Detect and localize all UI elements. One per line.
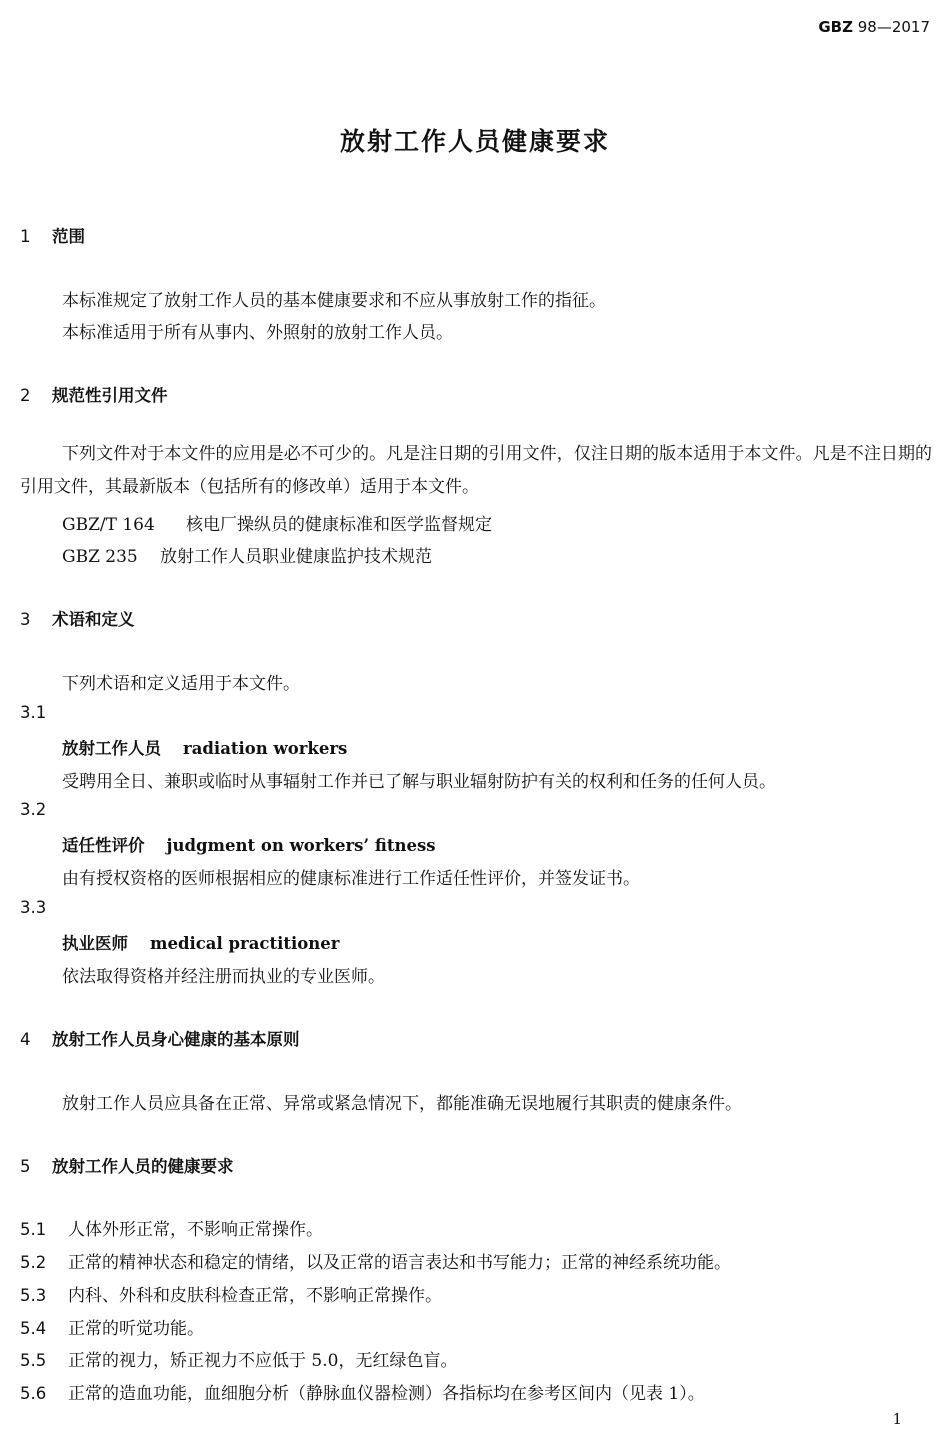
section-number: 3	[20, 610, 31, 629]
standard-number	[818, 18, 930, 36]
section-3-heading	[20, 606, 135, 630]
term-name	[62, 735, 347, 759]
requirement-item	[20, 1248, 731, 1273]
requirement-text: 人体外形正常，不影响正常操作。	[68, 1220, 323, 1240]
requirement-item	[20, 1281, 442, 1306]
reference-code: GBZ 235	[62, 547, 138, 567]
term-zh: 执业医师	[62, 934, 128, 953]
term-zh: 放射工作人员	[62, 739, 161, 758]
section-title: 范围	[52, 227, 85, 246]
term-en: judgment on workers’ fitness	[166, 836, 436, 855]
reference-title: 放射工作人员职业健康监护技术规范	[160, 547, 432, 567]
section-4-paragraph: 放射工作人员应具备在正常、异常或紧急情况下，都能准确无误地履行其职责的健康条件。	[62, 1094, 742, 1114]
section-3-paragraph: 下列术语和定义适用于本文件。	[62, 674, 300, 694]
reference-code: GBZ/T 164	[62, 515, 155, 535]
section-5-heading	[20, 1153, 234, 1177]
section-number: 1	[20, 227, 31, 246]
requirement-item	[20, 1346, 457, 1371]
requirement-text: 正常的视力，矫正视力不应低于 5.0，无红绿色盲。	[68, 1351, 458, 1371]
term-number: 3.2	[20, 800, 47, 819]
section-1-paragraph-1: 本标准规定了放射工作人员的基本健康要求和不应从事放射工作的指征。	[62, 291, 606, 311]
term-definition: 受聘用全日、兼职或临时从事辐射工作并已了解与职业辐射防护有关的权利和任务的任何人员。	[62, 772, 776, 792]
term-number: 3.3	[20, 898, 47, 917]
term-en: medical practitioner	[150, 934, 340, 953]
requirement-text: 正常的精神状态和稳定的情绪，以及正常的语言表达和书写能力；正常的神经系统功能。	[68, 1253, 731, 1273]
section-1-paragraph-2: 本标准适用于所有从事内、外照射的放射工作人员。	[62, 323, 453, 343]
requirement-number: 5.2	[20, 1253, 47, 1272]
section-number: 5	[20, 1157, 31, 1176]
requirement-number: 5.4	[20, 1319, 47, 1338]
section-number: 2	[20, 386, 31, 405]
requirement-text: 正常的造血功能，血细胞分析（静脉血仪器检测）各指标均在参考区间内（见表 1）。	[68, 1384, 705, 1404]
term-en: radiation workers	[183, 739, 348, 758]
term-name	[62, 930, 339, 954]
requirement-number: 5.1	[20, 1220, 47, 1239]
section-2-paragraph: 下列文件对于本文件的应用是必不可少的。凡是注日期的引用文件，仅注日期的版本适用于本文件。凡是不注日期的引用文件，其最新版本（包括所有的修改单）适用于本文件。	[20, 444, 932, 497]
term-definition: 依法取得资格并经注册而执业的专业医师。	[62, 967, 385, 987]
section-title: 规范性引用文件	[52, 386, 168, 405]
section-title: 放射工作人员身心健康的基本原则	[52, 1030, 300, 1049]
requirement-number: 5.6	[20, 1384, 47, 1403]
document-title: 放射工作人员健康要求	[339, 127, 610, 156]
normative-reference	[62, 542, 432, 567]
term-number: 3.1	[20, 703, 47, 722]
requirement-item	[20, 1379, 705, 1404]
section-1-heading	[20, 223, 85, 247]
section-number: 4	[20, 1030, 31, 1049]
requirement-item	[20, 1215, 323, 1240]
normative-reference	[62, 510, 492, 535]
page-number: 1	[892, 1410, 902, 1428]
term-zh: 适任性评价	[62, 836, 145, 855]
requirement-text: 内科、外科和皮肤科检查正常，不影响正常操作。	[68, 1286, 442, 1306]
requirement-item	[20, 1314, 204, 1339]
requirement-number: 5.5	[20, 1351, 47, 1370]
term-name	[62, 832, 436, 856]
section-4-heading	[20, 1026, 300, 1050]
section-title: 术语和定义	[52, 610, 135, 629]
requirement-number: 5.3	[20, 1286, 47, 1305]
term-definition: 由有授权资格的医师根据相应的健康标准进行工作适任性评价，并签发证书。	[62, 869, 640, 889]
standard-prefix: GBZ	[818, 18, 853, 36]
reference-title: 核电厂操纵员的健康标准和医学监督规定	[186, 515, 492, 535]
section-2-heading	[20, 382, 168, 406]
requirement-text: 正常的听觉功能。	[68, 1319, 204, 1339]
standard-year: 98—2017	[857, 18, 930, 36]
section-title: 放射工作人员的健康要求	[52, 1157, 234, 1176]
